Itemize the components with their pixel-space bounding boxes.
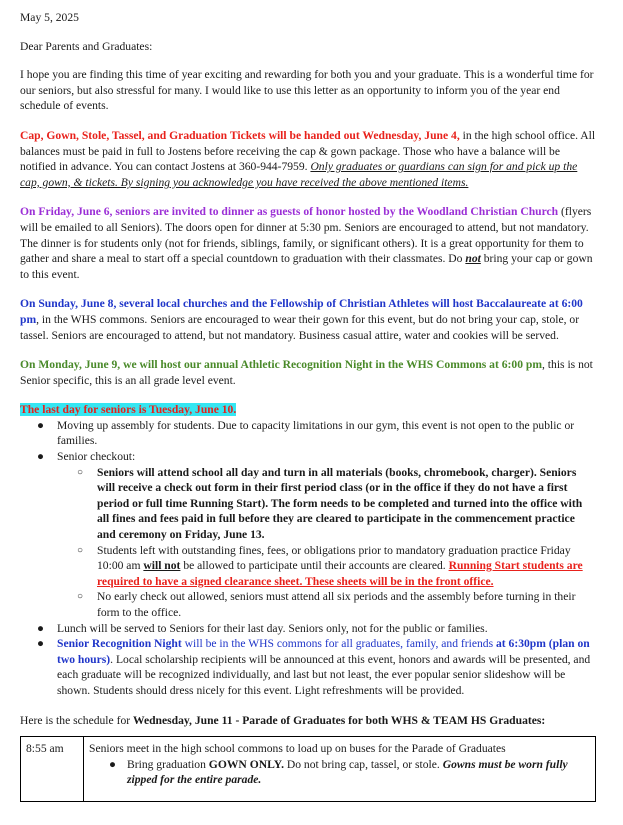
letter-page (20, 10, 596, 802)
bullet-icon: ● (37, 418, 45, 432)
recognition-location: will be in the WHS commons for all graduates, family, and friends (181, 637, 496, 651)
baccalaureate-body: , in the WHS commons. Seniors are encouraged to wear their gown for this event, but do not bring your cap, stole, or tassel. Seniors are encouraged to attend, but not mandatory. Business casual attire, water and cookies will be served. (20, 312, 580, 342)
list-item (20, 636, 596, 698)
dinner-end: bring your cap or gown to this event. (20, 252, 593, 281)
recognition-body: . Local scholarship recipients will be announced at this event, honors and awards will be presented, and each graduate will be recognized individually, and last but not least, the ever popular senior slideshow will be shown. Students should dress nicely for this event. Light refreshments will be provided. (57, 652, 591, 697)
running-start-notice: Running Start students are required to have a signed clearance sheet. These sheets will be in the front office. (97, 559, 583, 588)
gown-zipped-note: Gowns must be worn fully zipped for the entire parade. (127, 757, 568, 787)
baccalaureate-paragraph (20, 296, 596, 343)
dinner-body: (flyers will be emailed to all Seniors). The doors open for dinner at 5:30 pm. Seniors are encouraged to attend, but not mandatory. The dinner is for students only (not for friends, siblings, family, or significant others). It is a great opportunity for them to gather and share a meal to start off a special countdown to graduation with their classmates. Do (20, 205, 592, 266)
schedule-intro-plain: Here is the schedule for (20, 713, 133, 727)
recognition-time: at 6:30pm (plan on two hours) (57, 637, 590, 666)
gown-only-emphasis: GOWN ONLY. (208, 757, 284, 771)
bullet-icon: ● (37, 621, 45, 635)
dinner-highlight: On Friday, June 6, seniors are invited to dinner as guests of honor hosted by the Woodland Christian Church (20, 205, 559, 219)
cap-gown-highlight: Cap, Gown, Stole, Tassel, and Graduation Tickets will be handed out Wednesday, June 4, (20, 128, 460, 142)
schedule-intro-bold: Wednesday, June 11 - Parade of Graduates for both WHS & TEAM HS Graduates: (133, 713, 546, 727)
athletic-body: , this is not Senior specific, this is an all grade level event. (20, 358, 593, 387)
checkout-second-b: be allowed to participate until their accounts are cleared. (180, 559, 449, 573)
bullet-icon: ● (109, 757, 117, 771)
list-item (20, 465, 596, 543)
list-item (20, 418, 596, 449)
last-day-list (20, 418, 596, 699)
lunch-text: Lunch will be served to Seniors for their last day. Seniors only, not for the public or families. (57, 621, 488, 635)
athletic-highlight: On Monday, June 9, we will host our annual Athletic Recognition Night in the WHS Commons at 6:00 pm (20, 358, 542, 372)
last-day-heading-row (20, 402, 596, 418)
list-item (20, 621, 596, 637)
recognition-title: Senior Recognition Night (57, 637, 182, 651)
checkout-first: Seniors will attend school all day and turn in all materials (books, chromebook, charger). Seniors will receive a check out form in their first period class (or in the office if they do not have a first period or full time Running Start). The form needs to be completed and turned into the office with all fines and fees paid in full before they are cleared to participate in the commencement practice and ceremony on Friday, June 13. (97, 465, 583, 542)
baccalaureate-highlight: On Sunday, June 8, several local churches and the Fellowship of Christian Athletes will host Baccalaureate at 6:00 pm (20, 297, 583, 326)
checkout-sublist (57, 465, 596, 621)
cap-gown-body: in the high school office. All balances must be paid in full to Jostens before receiving the cap & gown package. Those who have a balance will be notified in advance. You can contact Jostens at 360-944-7959. (20, 128, 596, 174)
athletic-paragraph (20, 357, 596, 388)
bullet-icon: ● (37, 637, 45, 651)
list-item (20, 543, 596, 590)
schedule-description-cell (84, 737, 596, 802)
schedule-intro (20, 713, 596, 729)
list-item (20, 449, 596, 621)
letter-date: May 5, 2025 (20, 11, 79, 24)
last-day-heading: The last day for seniors is Tuesday, June 10. (20, 403, 237, 417)
will-not-emphasis: will not (143, 559, 181, 573)
dinner-paragraph (20, 204, 596, 282)
list-item (20, 589, 596, 620)
table-row (21, 737, 596, 802)
checkout-label: Senior checkout: (57, 450, 136, 464)
intro-paragraph: I hope you are finding this time of year exciting and rewarding for both you and your graduate. This is a wonderful time for our seniors, but also stressful for many. I would like to use this letter as an opportunity to inform you of the year end schedule of events. (20, 68, 594, 113)
cap-gown-paragraph (20, 128, 596, 190)
checkout-second-a: Students left with outstanding fines, fees, or obligations prior to mandatory graduation practice Friday 10:00 am (97, 543, 571, 573)
schedule-bullet-b: Do not bring cap, tassel, or stole. (283, 757, 443, 771)
schedule-time: 8:55 am (21, 737, 84, 802)
circle-bullet-icon: ○ (77, 466, 84, 478)
bullet-icon: ● (37, 450, 45, 464)
schedule-bullet (89, 757, 590, 788)
schedule-bullet-a: Bring graduation (127, 757, 209, 771)
schedule-description: Seniors meet in the high school commons to load up on buses for the Parade of Graduates (89, 742, 506, 756)
dinner-not-emphasis: not (465, 252, 481, 266)
salutation: Dear Parents and Graduates: (20, 39, 153, 53)
circle-bullet-icon: ○ (77, 544, 84, 556)
checkout-third: No early check out allowed, seniors must attend all six periods and the assembly before turning in their form to the office. (97, 590, 576, 619)
assembly-text: Moving up assembly for students. Due to capacity limitations in our gym, this event is not open to the public or families. (57, 418, 575, 448)
schedule-table (20, 736, 596, 802)
cap-gown-acknowledgement: Only graduates or guardians can sign for and pick up the cap, gown, & tickets. By signing you acknowledge you have received the above mentioned items. (20, 160, 578, 189)
circle-bullet-icon: ○ (77, 591, 84, 603)
